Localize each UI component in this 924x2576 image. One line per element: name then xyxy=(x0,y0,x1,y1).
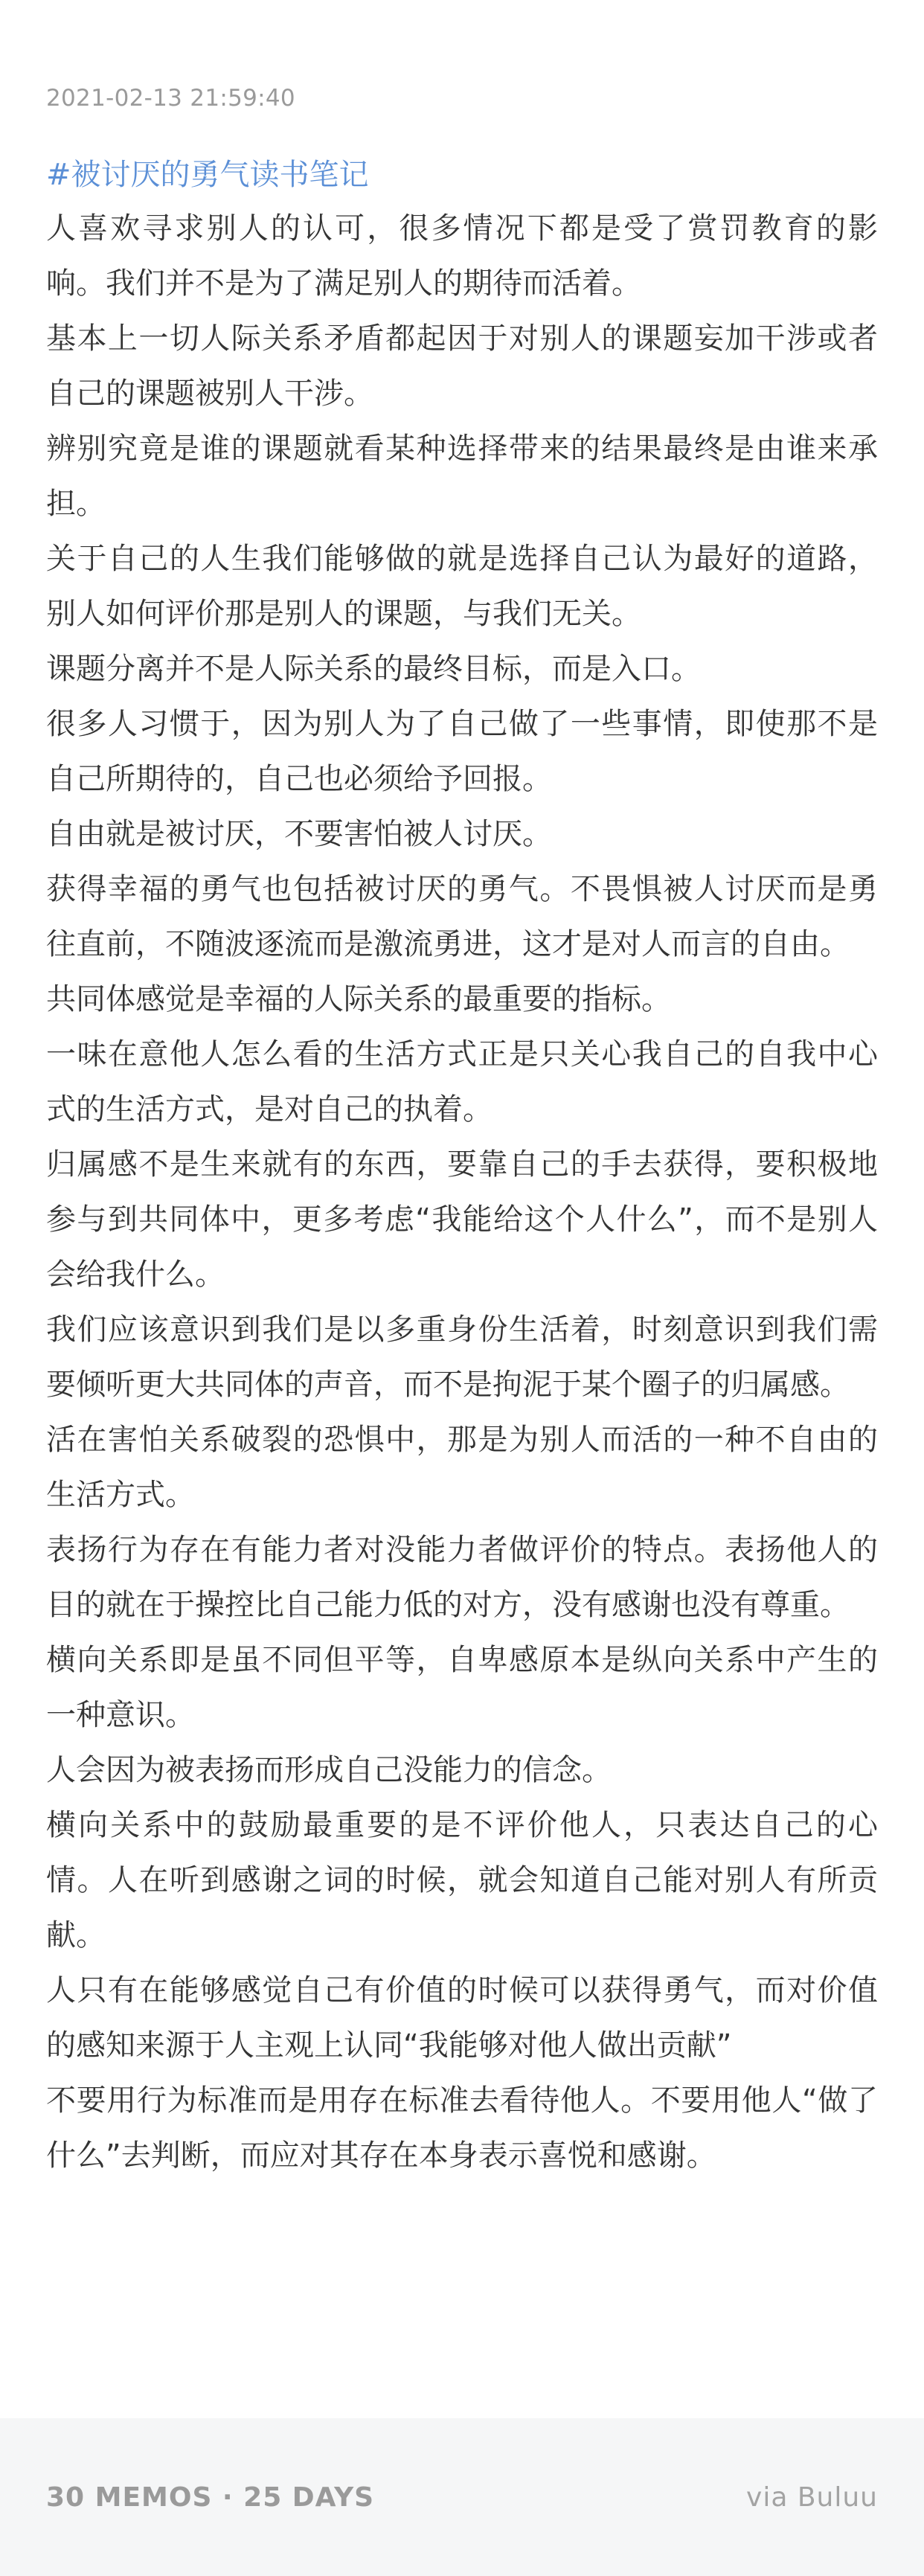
app-source-label: via Buluu xyxy=(746,2482,878,2513)
memo-paragraph: 横向关系中的鼓励最重要的是不评价他人，只表达自己的心情。人在听到感谢之词的时候，就会知道自己能对别人有所贡献。 xyxy=(46,1808,878,1952)
memo-paragraph: 人会因为被表扬而形成自己没能力的信念。 xyxy=(46,1753,612,1787)
memo-paragraph: 关于自己的人生我们能够做的就是选择自己认为最好的道路，别人如何评价那是别人的课题，与我们无关。 xyxy=(46,542,878,631)
memo-paragraph: 不要用行为标准而是用存在标准去看待他人。不要用他人“做了什么”去判断，而应对其存在本身表示喜悦和感谢。 xyxy=(46,2083,878,2173)
memo-tag-link[interactable]: #被讨厌的勇气读书笔记 xyxy=(46,158,369,192)
memo-paragraph: 自由就是被讨厌，不要害怕被人讨厌。 xyxy=(46,817,552,851)
memo-paragraph: 课题分离并不是人际关系的最终目标，而是入口。 xyxy=(46,652,701,686)
memo-paragraph: 共同体感觉是幸福的人际关系的最重要的指标。 xyxy=(46,982,671,1016)
memo-paragraph: 很多人习惯于，因为别人为了自己做了一些事情，即使那不是自己所期待的，自己也必须给予回报。 xyxy=(46,707,878,796)
memo-paragraph: 人只有在能够感觉自己有价值的时候可以获得勇气，而对价值的感知来源于人主观上认同“我能够对他人做出贡献” xyxy=(46,1973,878,2063)
memo-paragraph: 获得幸福的勇气也包括被讨厌的勇气。不畏惧被人讨厌而是勇往直前，不随波逐流而是激流勇进，这才是对人而言的自由。 xyxy=(46,872,878,961)
memo-paragraph: 横向关系即是虽不同但平等，自卑感原本是纵向关系中产生的一种意识。 xyxy=(46,1643,878,1732)
memo-stats: 30 MEMOS · 25 DAYS xyxy=(46,2482,375,2513)
memo-paragraph: 归属感不是生来就有的东西，要靠自己的手去获得，要积极地参与到共同体中，更多考虑“我能给这个人什么”，而不是别人会给我什么。 xyxy=(46,1147,878,1292)
memo-paragraph: 活在害怕关系破裂的恐惧中，那是为别人而活的一种不自由的生活方式。 xyxy=(46,1423,878,1512)
memo-paragraph: 表扬行为存在有能力者对没能力者做评价的特点。表扬他人的目的就在于操控比自己能力低的对方，没有感谢也没有尊重。 xyxy=(46,1533,878,1622)
memo-body xyxy=(46,152,878,2183)
memo-paragraph: 一味在意他人怎么看的生活方式正是只关心我自己的自我中心式的生活方式，是对自己的执着。 xyxy=(46,1037,878,1127)
memo-paragraph: 我们应该意识到我们是以多重身份生活着，时刻意识到我们需要倾听更大共同体的声音，而不是拘泥于某个圈子的归属感。 xyxy=(46,1313,878,1402)
share-footer xyxy=(0,2418,924,2576)
memo-timestamp: 2021-02-13 21:59:40 xyxy=(46,85,295,112)
memo-paragraph: 基本上一切人际关系矛盾都起因于对别人的课题妄加干涉或者自己的课题被别人干涉。 xyxy=(46,321,878,411)
memo-paragraph: 人喜欢寻求别人的认可，很多情况下都是受了赏罚教育的影响。我们并不是为了满足别人的期待而活着。 xyxy=(46,211,878,301)
memo-paragraph: 辨别究竟是谁的课题就看某种选择带来的结果最终是由谁来承担。 xyxy=(46,432,878,521)
